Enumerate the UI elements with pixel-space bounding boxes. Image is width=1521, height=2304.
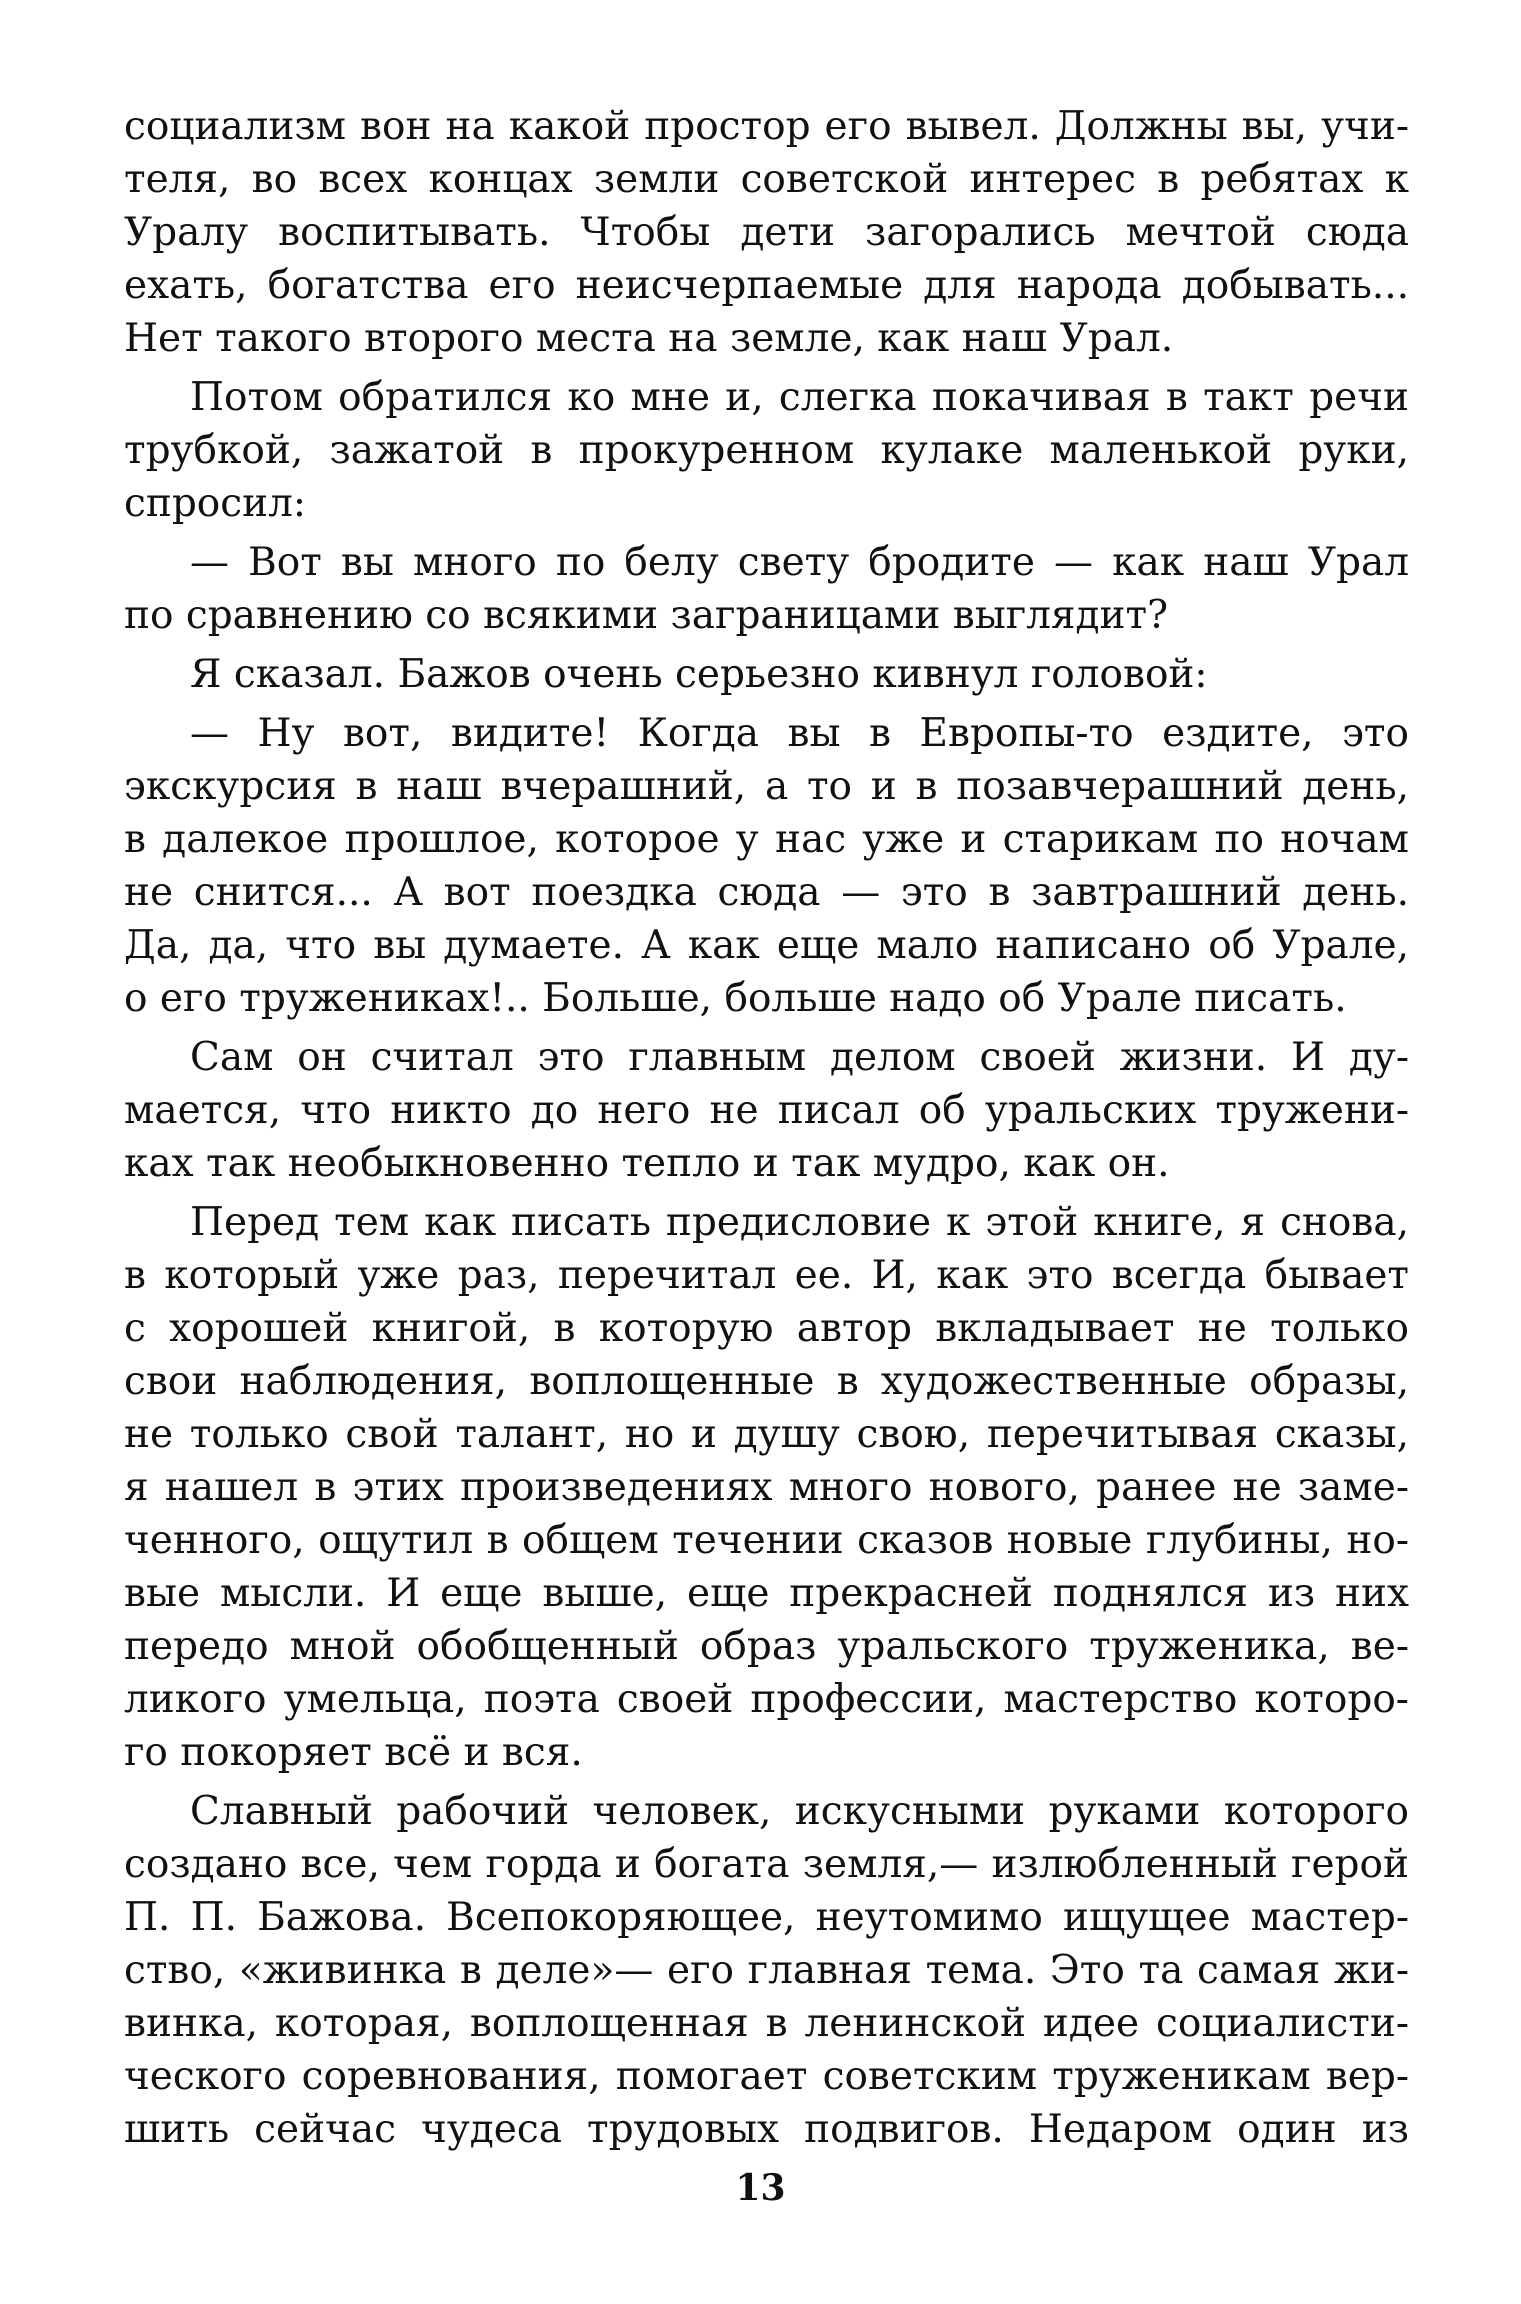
- paragraph: [124, 648, 1409, 701]
- page-number: 13: [735, 2167, 786, 2209]
- text-line: ческого соревнования, помогает советским труженикам вер-: [124, 2054, 1409, 2099]
- paragraph: [124, 1785, 1409, 2156]
- paragraph: [124, 371, 1409, 530]
- text-line: Уралу воспитывать. Чтобы дети загорались мечтой сюда: [124, 210, 1409, 255]
- paragraph: [124, 707, 1409, 1025]
- text-line: в далекое прошлое, которое у нас уже и старикам по ночам: [124, 817, 1409, 862]
- text-line: Сам он считал это главным делом своей жизни. И ду-: [190, 1035, 1409, 1080]
- text-line: Нет такого второго места на земле, как наш Урал.: [124, 316, 1174, 361]
- text-line: создано все, чем горда и богата земля,— излюбленный герой: [124, 1842, 1409, 1887]
- text-line: в который уже раз, перечитал ее. И, как это всегда бывает: [124, 1253, 1409, 1298]
- text-line: экскурсия в наш вчерашний, а то и в позавчерашний день,: [124, 764, 1409, 809]
- text-line: свои наблюдения, воплощенные в художественные образы,: [124, 1359, 1409, 1404]
- text-line: мается, что никто до него не писал об уральских тружени-: [124, 1088, 1409, 1133]
- text-line: ехать, богатства его неисчерпаемые для народа добывать...: [124, 263, 1409, 308]
- text-line: — Вот вы много по белу свету бродите — как наш Урал: [190, 540, 1409, 585]
- text-line: трубкой, зажатой в прокуренном кулаке маленькой руки,: [124, 428, 1409, 473]
- text-line: Я сказал. Бажов очень серьезно кивнул головой:: [190, 652, 1208, 697]
- text-line: ство, «живинка в деле»— его главная тема. Это та самая жи-: [124, 1948, 1409, 1993]
- text-line: не снится... А вот поездка сюда — это в завтрашний день.: [124, 870, 1409, 915]
- text-line: винка, которая, воплощенная в ленинской идее социалисти-: [124, 2001, 1409, 2046]
- text-line: шить сейчас чудеса трудовых подвигов. Недаром один из: [124, 2107, 1409, 2152]
- text-line: передо мной обобщенный образ уральского труженика, ве-: [124, 1624, 1409, 1669]
- paragraph: [124, 100, 1409, 365]
- text-line: по сравнению со всякими заграницами выглядит?: [124, 593, 1169, 638]
- text-line: Потом обратился ко мне и, слегка покачивая в такт речи: [190, 375, 1409, 420]
- text-line: теля, во всех концах земли советской интерес в ребятах к: [124, 157, 1409, 202]
- text-line: П. П. Бажова. Всепокоряющее, неутомимо ищущее мастер-: [124, 1895, 1409, 1940]
- text-line: я нашел в этих произведениях много нового, ранее не заме-: [124, 1465, 1409, 1510]
- paragraph: [124, 1031, 1409, 1190]
- paragraph: [124, 1196, 1409, 1779]
- page-text: [124, 100, 1409, 2162]
- text-line: ках так необыкновенно тепло и так мудро, как он.: [124, 1141, 1170, 1186]
- paragraph: [124, 536, 1409, 642]
- text-line: вые мысли. И еще выше, еще прекрасней поднялся из них: [124, 1571, 1409, 1616]
- text-line: Перед тем как писать предисловие к этой книге, я снова,: [190, 1200, 1409, 1245]
- text-line: спросил:: [124, 481, 307, 526]
- text-line: го покоряет всё и вся.: [124, 1730, 583, 1775]
- text-line: ченного, ощутил в общем течении сказов новые глубины, но-: [124, 1518, 1409, 1563]
- text-line: о его тружениках!.. Больше, больше надо об Урале писать.: [124, 976, 1347, 1021]
- text-line: ликого умельца, поэта своей профессии, мастерство которо-: [124, 1677, 1409, 1722]
- text-line: — Ну вот, видите! Когда вы в Европы-то ездите, это: [190, 711, 1409, 756]
- text-line: не только свой талант, но и душу свою, перечитывая сказы,: [124, 1412, 1409, 1457]
- text-line: Да, да, что вы думаете. А как еще мало написано об Урале,: [124, 923, 1409, 968]
- text-line: с хорошей книгой, в которую автор вкладывает не только: [124, 1306, 1409, 1351]
- text-line: социализм вон на какой простор его вывел. Должны вы, учи-: [124, 104, 1409, 149]
- text-line: Славный рабочий человек, искусными руками которого: [190, 1789, 1409, 1834]
